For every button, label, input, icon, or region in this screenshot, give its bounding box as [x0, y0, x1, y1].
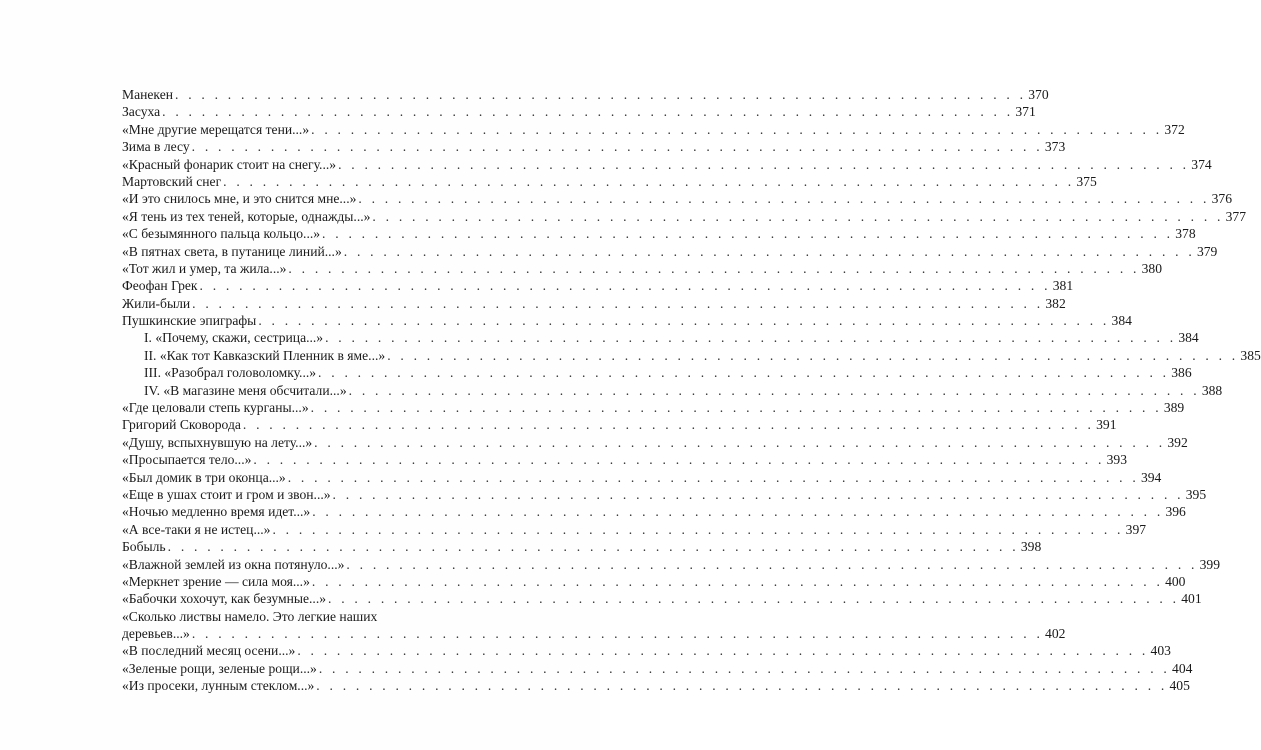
toc-entry-title: «Сколько листвы намело. Это легкие наших: [122, 608, 378, 624]
dot-leader: . . . . . . . . . . . . . . . . . . . . . . . . . . . . . . . . . . . . . . . . . . . . . . . . . . . . . . . . . . . . . . . . .: [372, 208, 1224, 224]
toc-page-number: 404: [1172, 660, 1193, 676]
toc-entry-continuation: [122, 625, 1066, 642]
toc-page-number: 375: [1076, 173, 1097, 189]
toc-page-number: 377: [1225, 208, 1247, 224]
toc-page-number: 397: [1125, 521, 1147, 537]
toc-entry: [122, 260, 1163, 277]
toc-entry: [122, 103, 1036, 120]
toc-entry: [122, 573, 1186, 590]
toc-page-number: 380: [1141, 260, 1163, 276]
dot-leader: . . . . . . . . . . . . . . . . . . . . . . . . . . . . . . . . . . . . . . . . . . . . . . . . . . . . . . . . . . . . . . . . .: [192, 295, 1044, 311]
toc-entry-title: «В пятнах света, в путанице линий...»: [122, 243, 342, 259]
toc-entry-title: Засуха: [122, 104, 161, 120]
dot-leader: . . . . . . . . . . . . . . . . . . . . . . . . . . . . . . . . . . . . . . . . . . . . . . . . . . . . . . . . . . . . . . . . .: [312, 504, 1164, 520]
toc-entry: [122, 608, 1066, 643]
toc-entry-title: «Тот жил и умер, та жила...»: [122, 260, 287, 276]
toc-page-number: 378: [1175, 226, 1196, 242]
toc-entry: [122, 643, 1171, 660]
toc-entry-title: «Ночью медленно время идет...»: [122, 504, 311, 520]
toc-entry-title: «Еще в ушах стоит и гром и звон...»: [122, 486, 331, 502]
toc-entry: [122, 521, 1147, 538]
dot-leader: . . . . . . . . . . . . . . . . . . . . . . . . . . . . . . . . . . . . . . . . . . . . . . . . . . . . . . . . . . . . . . . . .: [311, 121, 1163, 137]
toc-entry-title: «Красный фонарик стоит на снегу...»: [122, 156, 337, 172]
toc-page-number: 384: [1178, 330, 1199, 346]
toc-entry-title: «Зеленые рощи, зеленые рощи...»: [122, 660, 317, 676]
toc-entry-title: Манекен: [122, 86, 174, 102]
toc-entry: [122, 277, 1074, 294]
toc-entry: [122, 312, 1132, 329]
toc-entry: [122, 660, 1193, 677]
toc-entry: [122, 173, 1097, 190]
toc-page-number: 388: [1201, 382, 1223, 398]
toc-entry: [122, 451, 1127, 468]
toc-page-number: 394: [1140, 469, 1162, 485]
toc-entry: [122, 434, 1188, 451]
toc-entry-title: II. «Как тот Кавказский Пленник в яме...»: [144, 347, 386, 363]
toc-page-number: 385: [1240, 347, 1261, 363]
dot-leader: . . . . . . . . . . . . . . . . . . . . . . . . . . . . . . . . . . . . . . . . . . . . . . . . . . . . . . . . . . . . . . . . .: [332, 486, 1184, 502]
toc-page-number: 403: [1150, 643, 1171, 659]
toc-entry: [122, 469, 1162, 486]
toc-page-number: 372: [1164, 121, 1185, 137]
toc-subentry: [122, 364, 1192, 381]
toc-entry-title: I. «Почему, скажи, сестрица...»: [144, 330, 324, 346]
toc-page-number: 373: [1044, 139, 1066, 155]
dot-leader: . . . . . . . . . . . . . . . . . . . . . . . . . . . . . . . . . . . . . . . . . . . . . . . . . . . . . . . . . . . . . . . . .: [348, 382, 1200, 398]
toc-entry: [122, 208, 1247, 225]
toc-page-number: 398: [1020, 539, 1042, 555]
toc-entry: [122, 295, 1066, 312]
dot-leader: . . . . . . . . . . . . . . . . . . . . . . . . . . . . . . . . . . . . . . . . . . . . . . . . . . . . . . . . . . . . . . . . .: [242, 417, 1095, 433]
toc-entry-title: «Просыпается тело...»: [122, 452, 252, 468]
toc-page-number: 400: [1165, 573, 1186, 589]
toc-page-number: 384: [1111, 313, 1132, 329]
toc-entry: [122, 677, 1190, 694]
dot-leader: . . . . . . . . . . . . . . . . . . . . . . . . . . . . . . . . . . . . . . . . . . . . . . . . . . . . . . . . . . . . . . . . .: [338, 156, 1190, 172]
toc-subentry: [122, 329, 1199, 346]
dot-leader: . . . . . . . . . . . . . . . . . . . . . . . . . . . . . . . . . . . . . . . . . . . . . . . . . . . . . . . . . . . . . . . . .: [272, 521, 1124, 537]
toc-page-number: 391: [1096, 417, 1117, 433]
dot-leader: . . . . . . . . . . . . . . . . . . . . . . . . . . . . . . . . . . . . . . . . . . . . . . . . . . . . . . . . . . . . . . . . .: [287, 469, 1139, 485]
toc-entry-title: «И это снилось мне, и это снится мне...»: [122, 191, 357, 207]
toc-page-number: 389: [1163, 400, 1185, 416]
toc-page-number: 392: [1167, 434, 1188, 450]
dot-leader: . . . . . . . . . . . . . . . . . . . . . . . . . . . . . . . . . . . . . . . . . . . . . . . . . . . . . . . . . . . . . . . . .: [318, 365, 1170, 381]
dot-leader: . . . . . . . . . . . . . . . . . . . . . . . . . . . . . . . . . . . . . . . . . . . . . . . . . . . . . . . . . . . . . . . . .: [343, 243, 1195, 259]
toc-page-number: 386: [1171, 365, 1192, 381]
toc-entry-title: «Я тень из тех теней, которые, однажды...»: [122, 208, 371, 224]
toc-page-number: 396: [1165, 504, 1186, 520]
dot-leader: . . . . . . . . . . . . . . . . . . . . . . . . . . . . . . . . . . . . . . . . . . . . . . . . . . . . . . . . . . . . . . . . .: [328, 591, 1180, 607]
toc-entry-title: Пушкинские эпиграфы: [122, 313, 257, 329]
dot-leader: . . . . . . . . . . . . . . . . . . . . . . . . . . . . . . . . . . . . . . . . . . . . . . . . . . . . . . . . . . . . . . . . .: [316, 678, 1168, 694]
toc-page-number: 381: [1052, 278, 1074, 294]
toc-page-number: 370: [1028, 86, 1049, 102]
toc-page-number: 395: [1185, 486, 1207, 502]
toc-entry-title: Жили-были: [122, 295, 191, 311]
toc-entry-title: «Из просеки, лунным стеклом...»: [122, 678, 315, 694]
toc-entry-title: Мартовский снег: [122, 173, 222, 189]
toc-entry: [122, 590, 1202, 607]
toc-entry-title: «С безымянного пальца кольцо...»: [122, 226, 321, 242]
toc-entry: [122, 156, 1212, 173]
dot-leader: . . . . . . . . . . . . . . . . . . . . . . . . . . . . . . . . . . . . . . . . . . . . . . . . . . . . . . . . . . . . . . . . .: [311, 573, 1164, 589]
dot-leader: . . . . . . . . . . . . . . . . . . . . . . . . . . . . . . . . . . . . . . . . . . . . . . . . . . . . . . . . . . . . . . . . .: [322, 226, 1174, 242]
toc-subentry: [122, 347, 1261, 364]
toc-entry: [122, 556, 1221, 573]
toc-entry: [122, 86, 1049, 103]
toc-entry-title: «Меркнет зрение — сила моя...»: [122, 573, 310, 589]
toc-entry-title: «Был домик в три оконца...»: [122, 469, 286, 485]
toc-entry: [122, 416, 1117, 433]
dot-leader: . . . . . . . . . . . . . . . . . . . . . . . . . . . . . . . . . . . . . . . . . . . . . . . . . . . . . . . . . . . . . . . . .: [314, 434, 1166, 450]
toc-page-number: 402: [1045, 626, 1066, 642]
toc-entry: [122, 138, 1066, 155]
toc-entry: [122, 503, 1186, 520]
dot-leader: . . . . . . . . . . . . . . . . . . . . . . . . . . . . . . . . . . . . . . . . . . . . . . . . . . . . . . . . . . . . . . . . .: [167, 539, 1019, 555]
dot-leader: . . . . . . . . . . . . . . . . . . . . . . . . . . . . . . . . . . . . . . . . . . . . . . . . . . . . . . . . . . . . . . . . .: [318, 660, 1171, 676]
toc-entry: [122, 486, 1207, 503]
toc-page-number: 371: [1015, 104, 1036, 120]
toc-entry-title: Зима в лесу: [122, 139, 190, 155]
dot-leader: . . . . . . . . . . . . . . . . . . . . . . . . . . . . . . . . . . . . . . . . . . . . . . . . . . . . . . . . . . . . . . . . .: [387, 347, 1239, 363]
table-of-contents: [122, 86, 1261, 695]
toc-entry-title-continuation: деревьев...»: [122, 626, 190, 642]
dot-leader: . . . . . . . . . . . . . . . . . . . . . . . . . . . . . . . . . . . . . . . . . . . . . . . . . . . . . . . . . . . . . . . . .: [223, 173, 1075, 189]
toc-page-number: 405: [1169, 678, 1190, 694]
dot-leader: . . . . . . . . . . . . . . . . . . . . . . . . . . . . . . . . . . . . . . . . . . . . . . . . . . . . . . . . . . . . . . . . .: [297, 643, 1149, 659]
toc-entry: [122, 121, 1185, 138]
dot-leader: . . . . . . . . . . . . . . . . . . . . . . . . . . . . . . . . . . . . . . . . . . . . . . . . . . . . . . . . . . . . . . . . .: [175, 86, 1027, 102]
toc-subentry: [122, 382, 1223, 399]
dot-leader: . . . . . . . . . . . . . . . . . . . . . . . . . . . . . . . . . . . . . . . . . . . . . . . . . . . . . . . . . . . . . . . . .: [162, 104, 1014, 120]
dot-leader: . . . . . . . . . . . . . . . . . . . . . . . . . . . . . . . . . . . . . . . . . . . . . . . . . . . . . . . . . . . . . . . . .: [288, 260, 1140, 276]
dot-leader: . . . . . . . . . . . . . . . . . . . . . . . . . . . . . . . . . . . . . . . . . . . . . . . . . . . . . . . . . . . . . . . . .: [325, 330, 1177, 346]
dot-leader: . . . . . . . . . . . . . . . . . . . . . . . . . . . . . . . . . . . . . . . . . . . . . . . . . . . . . . . . . . . . . . . . .: [358, 191, 1210, 207]
toc-entry-title: IV. «В магазине меня обсчитали...»: [144, 382, 347, 398]
toc-page-number: 393: [1106, 452, 1127, 468]
dot-leader: . . . . . . . . . . . . . . . . . . . . . . . . . . . . . . . . . . . . . . . . . . . . . . . . . . . . . . . . . . . . . . . . .: [346, 556, 1198, 572]
dot-leader: . . . . . . . . . . . . . . . . . . . . . . . . . . . . . . . . . . . . . . . . . . . . . . . . . . . . . . . . . . . . . . . . .: [258, 313, 1110, 329]
toc-entry-title: «В последний месяц осени...»: [122, 643, 296, 659]
toc-entry-title: «Где целовали степь курганы...»: [122, 400, 309, 416]
dot-leader: . . . . . . . . . . . . . . . . . . . . . . . . . . . . . . . . . . . . . . . . . . . . . . . . . . . . . . . . . . . . . . . . .: [191, 626, 1044, 642]
toc-entry-title: «Мне другие мерещатся тени...»: [122, 121, 310, 137]
toc-entry-title: «А все-таки я не истец...»: [122, 521, 271, 537]
toc-entry-title: «Душу, вспыхнувшую на лету...»: [122, 434, 313, 450]
toc-entry-title: Григорий Сковорода: [122, 417, 241, 433]
toc-entry: [122, 538, 1042, 555]
toc-entry: [122, 225, 1196, 242]
toc-page-number: 382: [1045, 295, 1066, 311]
toc-page-number: 401: [1181, 591, 1202, 607]
dot-leader: . . . . . . . . . . . . . . . . . . . . . . . . . . . . . . . . . . . . . . . . . . . . . . . . . . . . . . . . . . . . . . . . .: [310, 400, 1162, 416]
toc-page-number: 379: [1196, 243, 1218, 259]
toc-entry-title: Феофан Грек: [122, 278, 198, 294]
toc-entry-title: Бобыль: [122, 539, 166, 555]
toc-entry-title: «Бабочки хохочут, как безумные...»: [122, 591, 327, 607]
dot-leader: . . . . . . . . . . . . . . . . . . . . . . . . . . . . . . . . . . . . . . . . . . . . . . . . . . . . . . . . . . . . . . . . .: [253, 452, 1105, 468]
toc-entry: [122, 190, 1232, 207]
toc-page-number: 374: [1191, 156, 1212, 172]
toc-page-number: 376: [1211, 191, 1232, 207]
dot-leader: . . . . . . . . . . . . . . . . . . . . . . . . . . . . . . . . . . . . . . . . . . . . . . . . . . . . . . . . . . . . . . . . .: [199, 278, 1051, 294]
toc-entry-title: «Влажной землей из окна потянуло...»: [122, 556, 345, 572]
toc-entry: [122, 399, 1185, 416]
dot-leader: . . . . . . . . . . . . . . . . . . . . . . . . . . . . . . . . . . . . . . . . . . . . . . . . . . . . . . . . . . . . . . . . .: [191, 139, 1043, 155]
toc-entry-title: III. «Разобрал головоломку...»: [144, 365, 317, 381]
toc-entry: [122, 243, 1218, 260]
toc-page-number: 399: [1199, 556, 1221, 572]
